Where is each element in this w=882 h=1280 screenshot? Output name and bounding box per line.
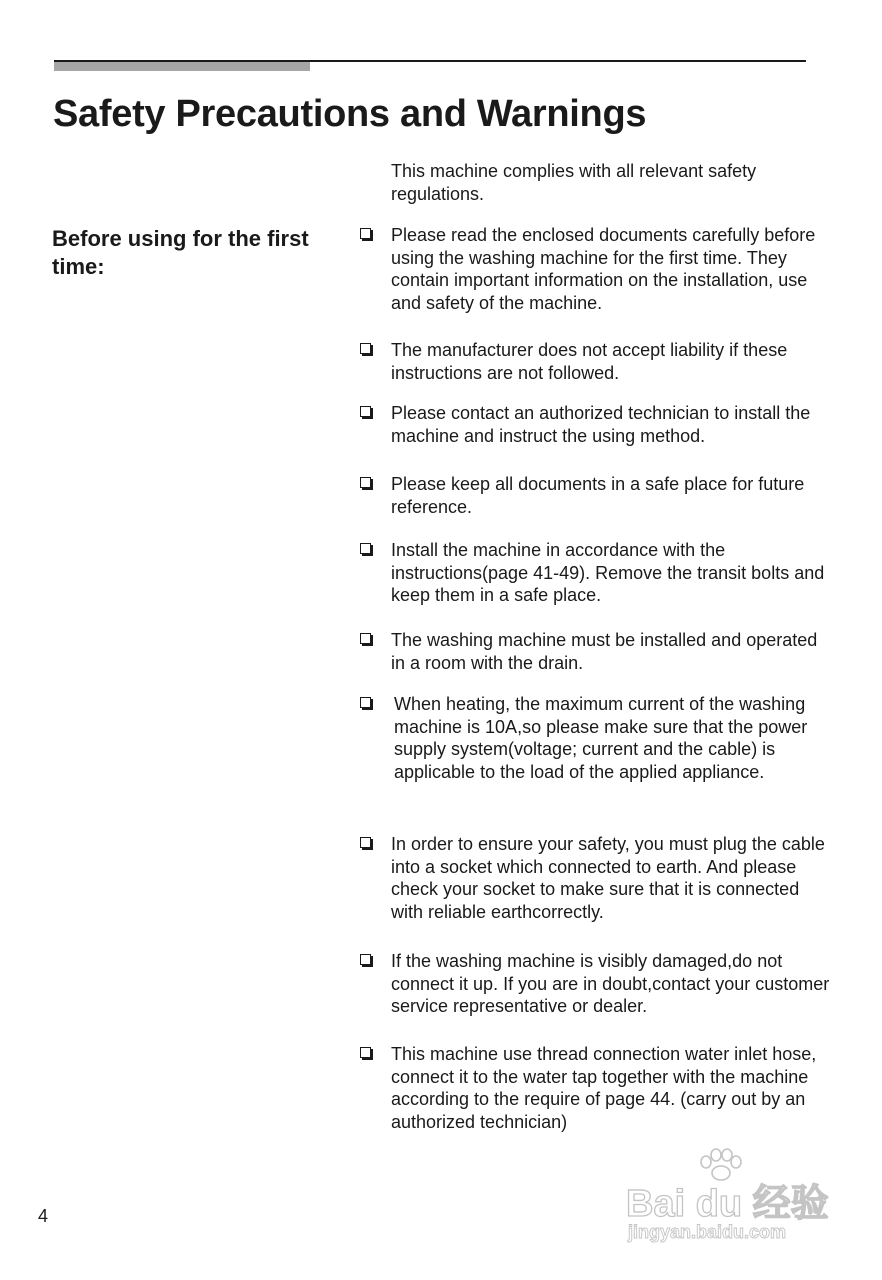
list-item-text: In order to ensure your safety, you must plug the cable into a socket which connected to earth. And please check your socket to make sure that it is connected with reliable earthcorrectly. [391, 834, 825, 922]
checkbox-icon [360, 228, 371, 239]
checkbox-icon [360, 477, 371, 488]
watermark-url: jingyan.baidu.com [628, 1222, 787, 1242]
list-item-text: Please contact an authorized technician to install the machine and instruct the using method. [391, 403, 811, 446]
page-title: Safety Precautions and Warnings [53, 93, 647, 135]
checkbox-icon [360, 697, 371, 708]
checkbox-icon [360, 633, 371, 644]
checkbox-icon [360, 543, 371, 554]
list-item-text: This machine use thread connection water inlet hose, connect it to the water tap together with the machine according to the require of page 44. (carry out by an authorized technician) [391, 1044, 817, 1132]
intro-text: This machine complies with all relevant safety regulations. [391, 161, 757, 204]
page-number: 4 [38, 1206, 49, 1226]
checkbox-icon [360, 406, 371, 417]
list-item-text: When heating, the maximum current of the washing machine is 10A,so please make sure that the power supply system(voltage; current and the cable) is applicable to the load of the applied appliance. [394, 694, 808, 782]
list-item-text: If the washing machine is visibly damaged,do not connect it up. If you are in doubt,contact your customer service representative or dealer. [391, 951, 830, 1016]
checkbox-icon [360, 954, 371, 965]
list-item-text: The manufacturer does not accept liability if these instructions are not followed. [391, 340, 788, 383]
list-item-text: Please keep all documents in a safe place for future reference. [391, 474, 805, 517]
section-heading: Before using for the first time: [52, 226, 309, 279]
header-accent-bar [54, 62, 310, 71]
list-item-text: Install the machine in accordance with the instructions(page 41-49). Remove the transit bolts and keep them in a safe place. [391, 540, 825, 605]
list-item-text: Please read the enclosed documents carefully before using the washing machine for the first time. They contain important information on the installation, use and safety of the machine. [391, 225, 816, 313]
checkbox-icon [360, 1047, 371, 1058]
watermark-brand: Bai du 经验 [626, 1183, 829, 1225]
baidu-watermark [622, 1148, 832, 1248]
list-item-text: The washing machine must be installed and operated in a room with the drain. [391, 630, 818, 673]
checkbox-icon [360, 343, 371, 354]
checkbox-icon [360, 837, 371, 848]
